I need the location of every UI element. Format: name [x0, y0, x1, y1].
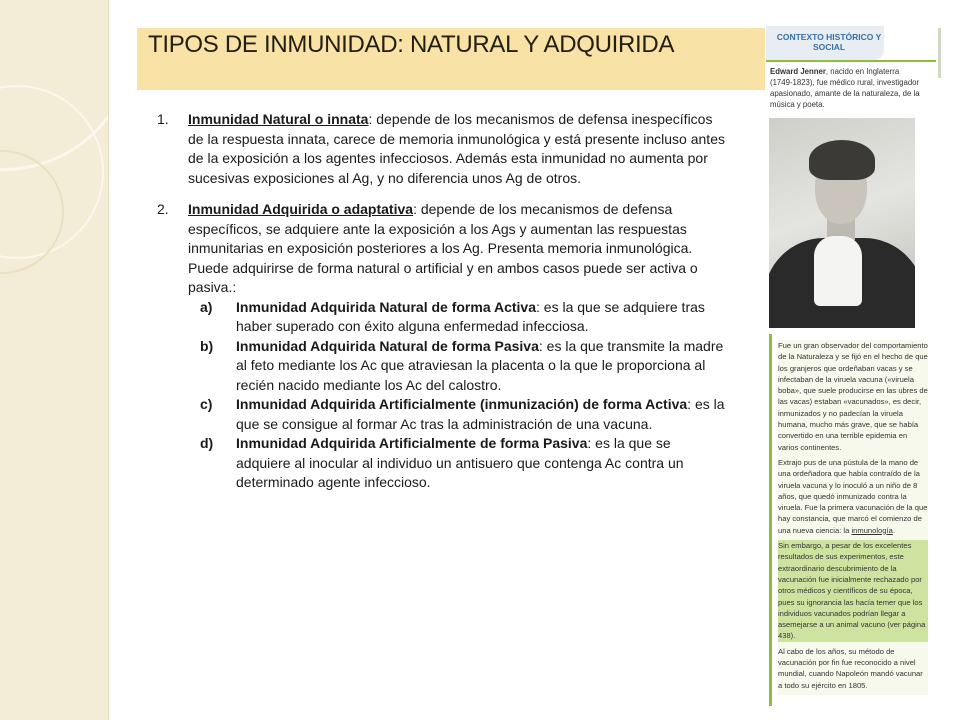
sub-term: Inmunidad Adquirida Natural de forma Pasiva — [236, 337, 539, 354]
item-text: : depende de los mecanismos de defensa específicos, se adquiere ante la exposición a los Ags y aumentan las respuestas inmunitarias en exposición posteriores a los Ag. Presenta memoria inmunológica. Puede adquirirse de forma natural o artificial y en ambos casos puede ser activa o pasiva.: — [188, 201, 698, 295]
sidebar-paragraph: Sin embargo, a pesar de los excelentes resultados de sus experimentos, este extraordinario descubrimiento de la vacunación fue inicialmente rechazado por otros médicos y científicos de su época, pues su ignorancia las hacía temer que los individuos vacunados podrían llegar a asemejarse a un animal vacuno (ver página 438). — [778, 540, 928, 642]
decorative-left-band — [0, 0, 108, 720]
sub-letter: d) — [200, 435, 214, 451]
sub-item-c — [150, 395, 728, 434]
sub-text: : es la que se adquiere al inocular al individuo un antisuero que contenga Ac contra un determinado agente infeccioso. — [236, 435, 684, 490]
sidebar-paragraph — [778, 457, 928, 536]
item-term: Inmunidad Natural o innata — [188, 111, 369, 127]
sidebar-intro-name: Edward Jenner — [770, 67, 826, 76]
sidebar-heading-rule — [766, 60, 936, 62]
sub-term: Inmunidad Adquirida Artificialmente de forma Pasiva — [236, 435, 588, 451]
sidebar-paragraph: Fue un gran observador del comportamiento de la Naturaleza y se fijó en el hecho de que los granjeros que ordeñaban vacas y se infectaban de la viruela vacuna («viruela boba», que suele producirse en las ubres de las vacas) estaban «vacunados», es decir, inmunizados y no padecían la viruela humana, mucho más grave, que se había convertido en una terrible epidemia en varios continentes. — [778, 341, 928, 452]
portrait-collar — [814, 236, 862, 306]
sub-text: : es la que se consigue al formar Ac tras la administración de una vacuna. — [236, 396, 725, 432]
slide-content — [150, 110, 728, 505]
item-text: : depende de los mecanismos de defensa inespecíficos de la respuesta innata, carece de memoria inmunológica y está presente incluso antes de la exposición a los agentes infecciosos. Además esta inmunidad no aumenta por sucesivas exposiciones al Ag, y no diferencia unos Ag de otros. — [188, 111, 725, 186]
sidebar-text-column — [769, 334, 934, 706]
item-term: Inmunidad Adquirida o adaptativa — [188, 201, 414, 217]
portrait-hair — [809, 140, 875, 180]
sub-letter: a) — [200, 298, 213, 315]
sidebar-body — [778, 340, 928, 695]
item-number: 1. — [157, 111, 169, 127]
page-edge-strip — [938, 28, 941, 78]
sidebar-paragraph: Al cabo de los años, su método de vacunación por fin fue reconocido a nivel mundial, cuando Napoleón mandó vacunar a todo su ejército en 1805. — [778, 646, 923, 690]
sidebar-paragraph-end: . — [892, 525, 895, 535]
sidebar-paragraph-text: Extrajo pus de una pústula de la mano de una ordeñadora que había contraído de la viruela vacuna y lo inoculó a un niño de 8 años, que quedó inmunizado contra la viruela. Fue la primera vacunación de la que hay constancia, que marcó el comienzo de una nueva ciencia: la — [778, 457, 928, 535]
slide-title: TIPOS DE INMUNIDAD: NATURAL Y ADQUIRIDA — [148, 31, 675, 58]
sub-term: Inmunidad Adquirida Artificialmente (inmunización) de forma Activa — [236, 396, 688, 412]
sub-item-d — [150, 434, 728, 493]
band-divider — [108, 0, 109, 720]
sub-item-b — [150, 337, 728, 396]
sub-letter: c) — [200, 396, 213, 412]
sidebar-heading: CONTEXTO HISTÓRICO Y SOCIAL — [776, 32, 882, 52]
sub-list — [150, 298, 728, 493]
sidebar-heading-box — [766, 26, 884, 60]
sidebar-intro-text: , nacido en Inglaterra (1749-1823), fue médico rural, investigador apasionado, amante de la naturaleza, de la música y poeta. — [770, 67, 920, 109]
sidebar-intro — [770, 66, 920, 110]
sub-item-a — [150, 298, 728, 337]
list-item-adquirida — [150, 200, 728, 493]
history-sidebar-image — [766, 26, 936, 706]
list-item-natural — [150, 110, 728, 188]
sub-term: Inmunidad Adquirida Natural de forma Activa — [236, 298, 537, 315]
sub-letter: b) — [200, 337, 214, 354]
item-number: 2. — [157, 201, 169, 217]
sidebar-term-link: inmunología — [851, 525, 893, 535]
jenner-portrait — [769, 118, 915, 328]
sub-text: : es la que transmite la madre al feto mediante los Ac que atraviesan la placenta o la que le proporciona al recién nacido mediante los Ac del calostro. — [236, 337, 724, 393]
sub-text: : es la que se adquiere tras haber superado con éxito alguna enfermedad infecciosa. — [236, 298, 705, 334]
